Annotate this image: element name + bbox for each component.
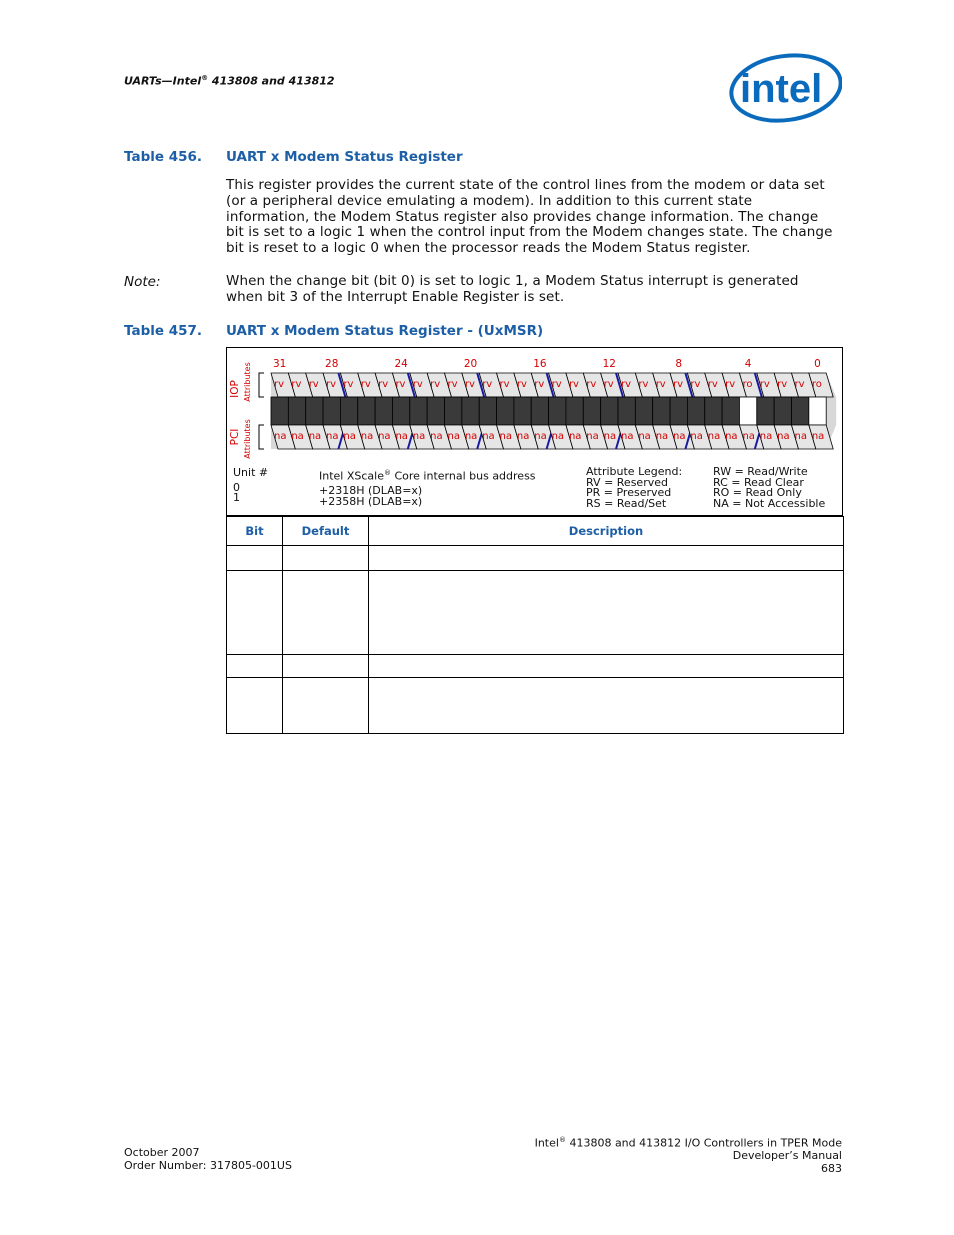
pci-attr-text: na bbox=[412, 431, 426, 442]
bit-cell-8 bbox=[670, 397, 687, 425]
bit-cell-18 bbox=[497, 397, 514, 425]
bit-cell-22 bbox=[427, 397, 444, 425]
iop-attr-text: rv bbox=[777, 379, 788, 390]
bit-cell-3 bbox=[757, 397, 774, 425]
description-column-header: Description bbox=[369, 517, 844, 546]
pci-attr-text: na bbox=[291, 431, 304, 442]
iop-attr-text: rv bbox=[412, 379, 423, 390]
bit-cell-13 bbox=[583, 397, 600, 425]
bit-cell-2 bbox=[774, 397, 791, 425]
bit-number-24: 24 bbox=[394, 358, 408, 370]
table-456-label: Table 456. bbox=[124, 149, 203, 165]
table-456-caption bbox=[124, 149, 624, 167]
bit-cell-19 bbox=[479, 397, 496, 425]
iop-attr-text: rv bbox=[725, 379, 736, 390]
address-column bbox=[319, 468, 536, 507]
footer-left bbox=[124, 1147, 292, 1172]
bit-cell-4 bbox=[739, 397, 756, 425]
register-fields-table bbox=[226, 516, 844, 734]
bit-cell-26 bbox=[358, 397, 375, 425]
iop-attr-text: rv bbox=[794, 379, 805, 390]
pci-attr-text: na bbox=[343, 431, 356, 442]
default-column-header: Default bbox=[283, 517, 369, 546]
iop-attr-text: rv bbox=[291, 379, 302, 390]
footer-doc-subtitle: Developer’s Manual bbox=[732, 1149, 842, 1163]
pci-label: PCI bbox=[229, 428, 241, 446]
iop-attr-text: rv bbox=[274, 379, 285, 390]
pci-attr-text: na bbox=[274, 431, 287, 442]
bit-cell-1 bbox=[792, 397, 809, 425]
footer-order-number: Order Number: 317805-001US bbox=[124, 1158, 292, 1172]
bit-cell-14 bbox=[566, 397, 583, 425]
pci-attr-text: na bbox=[326, 431, 339, 442]
bit-cell-24 bbox=[392, 397, 409, 425]
bit-cell-6 bbox=[705, 397, 722, 425]
table-header-row bbox=[227, 517, 844, 546]
iop-attr-text: rv bbox=[360, 379, 371, 390]
running-header: UARTs—Intel® 413808 and 413812 bbox=[124, 74, 335, 88]
attribute-legend-right: RW = Read/Write RC = Read Clear RO = Read Only NA = Not Accessible bbox=[713, 465, 826, 510]
iop-attr-text: rv bbox=[690, 379, 701, 390]
unit-header: Unit # bbox=[233, 466, 269, 479]
pci-attr-text: na bbox=[378, 431, 391, 442]
iop-attr-text: rv bbox=[638, 379, 649, 390]
bit-column-header: Bit bbox=[227, 517, 283, 546]
pci-attr-text: na bbox=[395, 431, 408, 442]
pci-attr-text: na bbox=[725, 431, 738, 442]
unit-1: 1 bbox=[233, 491, 240, 505]
pci-attr-text: na bbox=[759, 431, 773, 442]
iop-attr-text: rv bbox=[621, 379, 632, 390]
pci-attr-text: na bbox=[638, 431, 651, 442]
pci-attr-text: na bbox=[811, 431, 825, 442]
iop-attributes-label: Attributes bbox=[243, 362, 252, 402]
bit-cell-25 bbox=[375, 397, 392, 425]
iop-attr-text: rv bbox=[586, 379, 597, 390]
address-0: +2318H (DLAB=x) bbox=[319, 484, 423, 498]
bit-cell-5 bbox=[722, 397, 739, 425]
bit-cell-21 bbox=[445, 397, 462, 425]
bit-cell-29 bbox=[306, 397, 323, 425]
iop-attr-text: rv bbox=[395, 379, 406, 390]
iop-attr-text: ro bbox=[811, 379, 822, 390]
pci-attr-text: na bbox=[794, 431, 807, 442]
pci-attr-text: na bbox=[516, 431, 530, 442]
iop-attr-text: rv bbox=[447, 379, 458, 390]
bit-number-20: 20 bbox=[463, 358, 478, 370]
intel-logo-text: intel bbox=[740, 67, 823, 111]
bit-cell-10 bbox=[635, 397, 652, 425]
pci-attr-text: na bbox=[360, 431, 374, 442]
intel-logo bbox=[726, 50, 842, 128]
bit-cell-31 bbox=[271, 397, 288, 425]
bit-cell-9 bbox=[653, 397, 670, 425]
iop-attr-text: rv bbox=[534, 379, 545, 390]
note-label: Note: bbox=[124, 274, 161, 290]
pci-attr-text: na bbox=[534, 431, 547, 442]
bit-cell-27 bbox=[340, 397, 357, 425]
footer-date: October 2007 bbox=[124, 1146, 200, 1159]
pci-attr-text: na bbox=[551, 431, 565, 442]
iop-attr-text: rv bbox=[482, 379, 493, 390]
pci-attr-text: na bbox=[308, 431, 322, 442]
pci-attr-text: na bbox=[568, 431, 582, 442]
pci-attr-text: na bbox=[777, 431, 790, 442]
pci-bracket bbox=[259, 425, 264, 449]
bit-cell-12 bbox=[601, 397, 618, 425]
bit-cell-7 bbox=[687, 397, 704, 425]
bit-cell-11 bbox=[618, 397, 635, 425]
bit-number-4: 4 bbox=[744, 358, 752, 370]
pci-attr-text: na bbox=[430, 431, 443, 442]
bit-cell-0 bbox=[809, 397, 826, 425]
bit-number-31: 31 bbox=[272, 358, 287, 370]
iop-attr-text: rv bbox=[464, 379, 475, 390]
iop-attr-text: rv bbox=[759, 379, 770, 390]
table-457-title: UART x Modem Status Register - (UxMSR) bbox=[226, 323, 544, 339]
pci-attr-text: na bbox=[586, 431, 599, 442]
bit-cell-17 bbox=[514, 397, 531, 425]
unit-column bbox=[233, 468, 268, 504]
bit-cell-23 bbox=[410, 397, 427, 425]
iop-attr-text: rv bbox=[568, 379, 579, 390]
bit-number-12: 12 bbox=[602, 358, 617, 370]
attribute-legend-left: Attribute Legend: RV = Reserved PR = Preserved RS = Read/Set bbox=[586, 465, 683, 510]
iop-attr-text: rv bbox=[378, 379, 389, 390]
bit-cell-15 bbox=[549, 397, 566, 425]
table-row bbox=[227, 678, 844, 734]
iop-bracket bbox=[259, 373, 264, 397]
legend-title: Attribute Legend: bbox=[586, 465, 683, 478]
table-row bbox=[227, 546, 844, 571]
footer-right bbox=[535, 1134, 842, 1175]
table-row bbox=[227, 571, 844, 655]
iop-attr-text: rv bbox=[655, 379, 666, 390]
pci-attr-text: na bbox=[499, 431, 513, 442]
iop-attr-text: rv bbox=[343, 379, 354, 390]
address-1: +2358H (DLAB=x) bbox=[319, 494, 423, 508]
pci-attr-text: na bbox=[690, 431, 703, 442]
table-457-label: Table 457. bbox=[124, 323, 203, 339]
bit-cell-28 bbox=[323, 397, 340, 425]
iop-attr-text: rv bbox=[603, 379, 614, 390]
bit-cell-16 bbox=[531, 397, 548, 425]
iop-attr-text: rv bbox=[326, 379, 337, 390]
bit-number-0: 0 bbox=[814, 358, 821, 370]
address-header: Intel XScale® Core internal bus address bbox=[319, 469, 536, 483]
iop-label: IOP bbox=[229, 380, 241, 398]
pci-attributes-label: Attributes bbox=[243, 419, 252, 459]
table-456-title: UART x Modem Status Register bbox=[226, 149, 463, 165]
pci-attr-text: na bbox=[673, 431, 686, 442]
unit-0: 0 bbox=[233, 480, 240, 494]
table-row bbox=[227, 655, 844, 678]
page-number: 683 bbox=[821, 1161, 842, 1175]
bit-cell-20 bbox=[462, 397, 479, 425]
iop-attr-text: rv bbox=[308, 379, 319, 390]
bit-number-28: 28 bbox=[325, 358, 339, 370]
iop-attr-text: rv bbox=[707, 379, 718, 390]
iop-attr-text: rv bbox=[673, 379, 684, 390]
footer-doc-title: Intel® 413808 and 413812 I/O Controllers in TPER Mode bbox=[534, 1136, 842, 1150]
pci-attr-text: na bbox=[621, 431, 634, 442]
pci-attr-text: na bbox=[482, 431, 495, 442]
note-text: When the change bit (bit 0) is set to logic 1, a Modem Status interrupt is generated when bit 3 of the Interrupt Enable Register is set. bbox=[226, 273, 799, 305]
bit-cell-30 bbox=[288, 397, 305, 425]
pci-attr-text: na bbox=[603, 431, 617, 442]
pci-attr-text: na bbox=[447, 431, 460, 442]
iop-attr-text: rv bbox=[516, 379, 527, 390]
iop-attr-text: rv bbox=[551, 379, 562, 390]
iop-attr-text: rv bbox=[499, 379, 510, 390]
pci-attr-text: na bbox=[464, 431, 478, 442]
pci-attr-text: na bbox=[742, 431, 755, 442]
register-description: This register provides the current state of the control lines from the modem or data set (or a peripheral device emulating a modem). In addition to this current state information, the Modem Status register also provides change information. The change bit is set to a logic 1 when the control input from the Modem changes state. The change bit is reset to a logic 0 when the processor reads the Modem Status register. bbox=[226, 177, 833, 257]
pci-attr-text: na bbox=[707, 431, 721, 442]
table-457-caption bbox=[124, 323, 724, 341]
iop-attr-text: ro bbox=[742, 379, 753, 390]
bit-number-8: 8 bbox=[675, 358, 683, 370]
iop-attr-text: rv bbox=[430, 379, 441, 390]
bit-number-16: 16 bbox=[533, 358, 547, 370]
pci-attr-text: na bbox=[655, 431, 669, 442]
